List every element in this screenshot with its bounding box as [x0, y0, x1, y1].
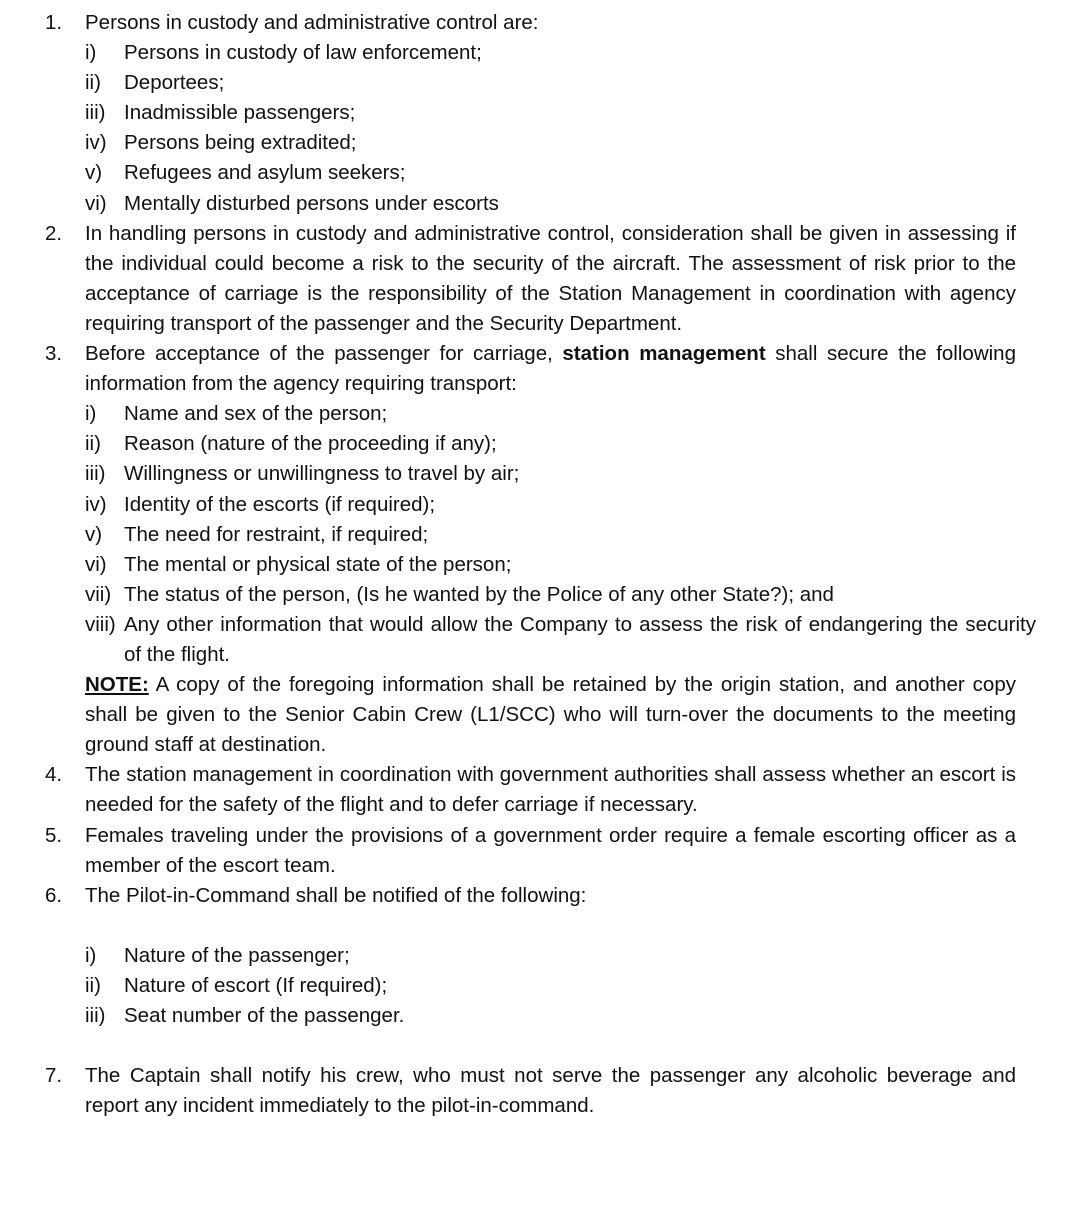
sub-item-marker: ii) [85, 973, 101, 997]
item-number: 5. [45, 823, 63, 847]
spacer [85, 1031, 1016, 1061]
list-item-2 [0, 219, 1078, 339]
sub-item [85, 550, 1016, 580]
item-number: 1. [45, 11, 63, 34]
sub-item-marker: viii) [85, 612, 116, 636]
sub-item-marker: ii) [85, 432, 101, 456]
sub-item-text: Inadmissible passengers; [124, 101, 356, 125]
sub-item [85, 189, 1016, 219]
sub-item [85, 399, 1016, 429]
sub-item [85, 429, 1016, 459]
sub-item [85, 490, 1016, 520]
item-text: The station management in coordination with government authorities shall assess whether an escort is needed for the safety of the flight and to defer carriage if necessary. [85, 763, 1016, 817]
item-text: The Pilot-in-Command shall be notified of the following: [85, 883, 587, 907]
sub-item-text: The mental or physical state of the person; [124, 552, 512, 576]
sub-item [85, 38, 1016, 68]
sub-item [85, 941, 1016, 971]
item-text: In handling persons in custody and administrative control, consideration shall be given in assessing if the individual could become a risk to the security of the aircraft. The assessment of risk prior to the acceptance of carriage is the responsibility of the Station Management in coordination with agency requiring transport of the passenger and the Security Department. [85, 221, 1016, 335]
sub-item-marker: iii) [85, 462, 106, 486]
sub-item-marker: iii) [85, 1004, 106, 1027]
sub-item [85, 459, 1016, 489]
note-text: A copy of the foregoing information shall be retained by the origin station, and another copy shall be given to the Senior Cabin Crew (L1/SCC) who will turn-over the documents to the meeting ground staff at destination. [85, 673, 1016, 757]
sub-item-marker: iii) [85, 101, 106, 125]
item-text-before: Before acceptance of the passenger for carriage, [85, 342, 553, 366]
list-item-7 [0, 1061, 1078, 1121]
sub-item-text: Refugees and asylum seekers; [124, 161, 406, 185]
sub-item-text: Mentally disturbed persons under escorts [124, 191, 499, 215]
sub-item-text: Deportees; [124, 71, 225, 95]
note [85, 670, 1016, 760]
sub-item-text: Name and sex of the person; [124, 402, 388, 426]
sub-item [85, 158, 1016, 188]
list-item-4 [0, 760, 1078, 820]
sub-item-text: Willingness or unwillingness to travel by air; [124, 462, 520, 486]
sub-item-text: Reason (nature of the proceeding if any); [124, 432, 497, 456]
item-text: Persons in custody and administrative control are: [85, 11, 539, 34]
item-text: The Captain shall notify his crew, who must not serve the passenger any alcoholic beverage and report any incident immediately to the pilot-in-command. [85, 1064, 1016, 1118]
item-number: 7. [45, 1064, 63, 1088]
item-text [85, 339, 1016, 399]
sub-item-text: Any other information that would allow the Company to assess the risk of endangering the security of the flight. [124, 612, 1036, 666]
sub-item-text: Nature of escort (If required); [124, 973, 388, 997]
item-text-after: shall secure the following information from the agency requiring transport: [85, 342, 1016, 396]
item-text-bold: station management [562, 342, 766, 366]
sub-item [85, 520, 1016, 550]
sub-item-marker: iv) [85, 492, 107, 516]
item-text: Females traveling under the provisions of a government order require a female escorting officer as a member of the escort team. [85, 823, 1016, 877]
sub-item-text: The need for restraint, if required; [124, 522, 429, 546]
item-number: 4. [45, 763, 63, 787]
item-number: 2. [45, 221, 63, 245]
list-item-3 [0, 339, 1078, 760]
sub-item-text: Seat number of the passenger. [124, 1004, 405, 1027]
sub-item [85, 971, 1016, 1001]
sub-item [85, 1001, 1016, 1031]
note-label: NOTE: [85, 673, 149, 697]
sub-item-marker: iv) [85, 131, 107, 155]
item-number: 3. [45, 342, 63, 366]
sub-item [85, 98, 1016, 128]
sub-item-text: Identity of the escorts (if required); [124, 492, 436, 516]
sub-item-marker: v) [85, 522, 103, 546]
sub-item [85, 610, 1036, 670]
document-body [0, 8, 1078, 1121]
sub-item-marker: vi) [85, 552, 107, 576]
sub-item-text: Nature of the passenger; [124, 943, 350, 967]
sub-item-text: The status of the person, (Is he wanted by the Police of any other State?); and [124, 582, 834, 606]
sub-item-marker: i) [85, 41, 97, 65]
sub-item-marker: ii) [85, 71, 101, 95]
sub-item-text: Persons in custody of law enforcement; [124, 41, 482, 65]
list-item-6 [0, 881, 1078, 1061]
sub-item-marker: v) [85, 161, 103, 185]
sub-item [85, 128, 1016, 158]
sub-item-marker: i) [85, 402, 97, 426]
list-item-1 [0, 8, 1078, 219]
item-number: 6. [45, 883, 63, 907]
sub-item-marker: i) [85, 943, 97, 967]
sub-item-marker: vi) [85, 191, 107, 215]
sub-item-text: Persons being extradited; [124, 131, 357, 155]
sub-item-marker: vii) [85, 582, 112, 606]
sub-item [85, 580, 1016, 610]
spacer [85, 911, 1016, 941]
list-item-5 [0, 821, 1078, 881]
sub-item [85, 68, 1016, 98]
